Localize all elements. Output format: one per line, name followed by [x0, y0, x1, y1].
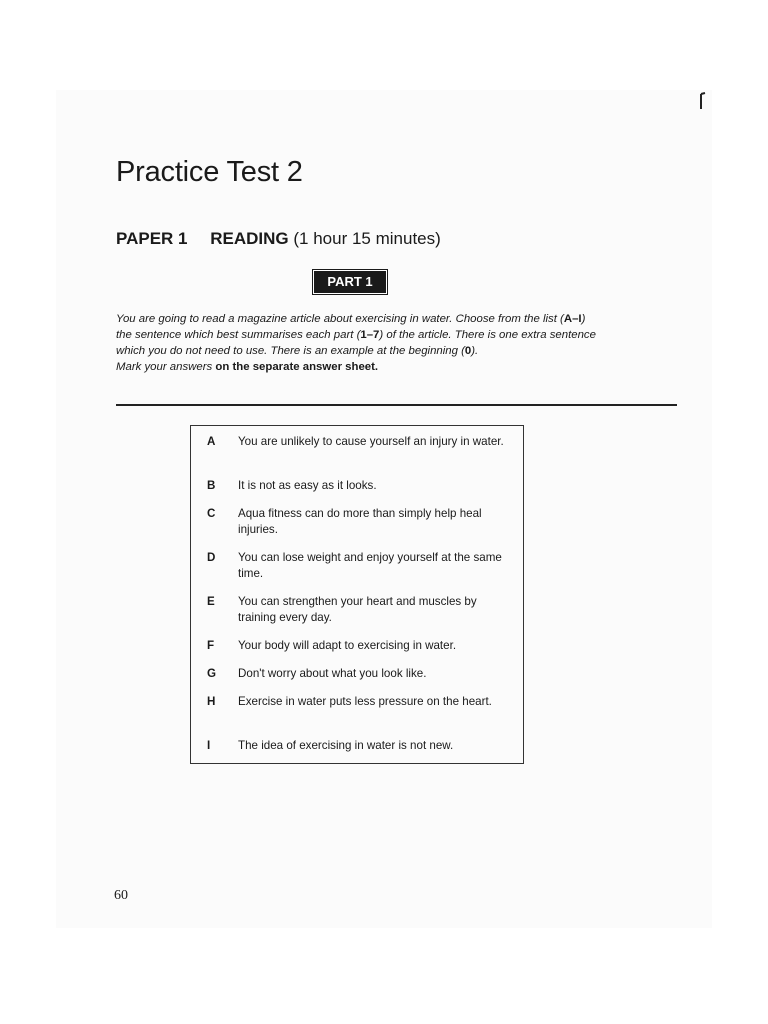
corner-crop-mark — [698, 92, 706, 110]
option-letter: H — [207, 695, 216, 708]
divider-rule — [116, 404, 677, 406]
option-letter: C — [207, 507, 216, 520]
paper-heading — [116, 229, 441, 249]
option-text: The idea of exercising in water is not new. — [238, 739, 454, 752]
option-text: It is not as easy as it looks. — [238, 479, 377, 492]
option-text: Don't worry about what you look like. — [238, 667, 427, 680]
instructions-text-4: ). — [471, 345, 479, 357]
option-text: Exercise in water puts less pressure on the heart. — [238, 695, 492, 708]
paper-number: PAPER 1 — [116, 229, 188, 248]
option-letter: B — [207, 479, 216, 492]
options-box — [190, 425, 524, 764]
instructions-mark-bold: on the separate answer sheet. — [215, 361, 379, 373]
part-badge: PART 1 — [313, 270, 387, 294]
paper-duration: (1 hour 15 minutes) — [293, 229, 441, 248]
option-letter: E — [207, 595, 215, 608]
page-number: 60 — [114, 888, 128, 903]
section-name: READING — [210, 229, 289, 248]
option-letter: G — [207, 667, 217, 680]
option-letter: A — [207, 435, 216, 448]
instructions-number-range: 1–7 — [360, 329, 380, 341]
option-text: You can strengthen your heart and muscles by training every day. — [238, 595, 477, 624]
option-letter: I — [207, 739, 211, 752]
option-letter: D — [207, 551, 216, 564]
page-title: Practice Test 2 — [116, 156, 303, 188]
instructions-letter-range: A–I — [563, 313, 582, 325]
instructions-text-1: You are going to read a magazine article about exercising in water. Choose from the list ( — [116, 313, 564, 325]
option-text: You can lose weight and enjoy yourself at the same time. — [238, 551, 502, 580]
instructions-mark-prefix: Mark your answers — [116, 361, 216, 373]
instructions — [116, 311, 596, 375]
option-text: You are unlikely to cause yourself an injury in water. — [238, 435, 504, 448]
option-text: Aqua fitness can do more than simply help heal injuries. — [238, 507, 482, 536]
instructions-text-2: ) the sentence which best summarises each part ( — [116, 313, 586, 341]
instructions-example-number: 0 — [464, 345, 472, 357]
option-text: Your body will adapt to exercising in water. — [238, 639, 457, 652]
instructions-text-3: ) of the article. There is one extra sentence which you do not need to use. There is an example at the beginning ( — [116, 329, 596, 357]
option-letter: F — [207, 639, 215, 652]
